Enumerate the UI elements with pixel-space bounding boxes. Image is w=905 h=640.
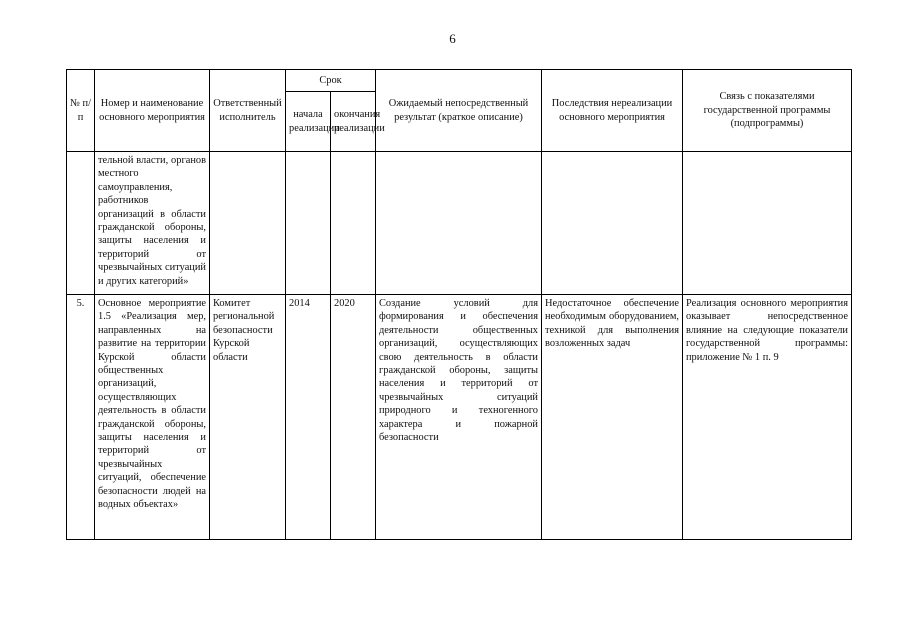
cell-name: Основное мероприятие 1.5 «Реализация мер, направленных на развитие на территории Курской области общественных организаций, осуществляющих деятельность в области гражданской обороны, защиты населения и территорий от чрезвычайных ситуаций, обеспечение безопасности людей на водных объектах» [95,295,210,540]
cell-start [286,152,331,295]
header-name: Номер и наименование основного мероприятия [95,70,210,152]
cell-num [67,152,95,295]
header-num: № п/п [67,70,95,152]
cell-end: 2020 [331,295,376,540]
header-term: Срок [286,70,376,92]
measures-table [66,69,852,540]
header-end: окончания реализации [331,92,376,152]
cell-result: Создание условий для формирования и обеспечения деятельности общественных организаций, осуществляющих свою деятельность в области гражданской обороны, защиты населения и территорий от чрезвычайных ситуаций природного и техногенного характера и пожарной безопасности [376,295,542,540]
cell-link [683,152,852,295]
cell-responsible [210,152,286,295]
cell-name: тельной власти, органов местного самоуправления, работников организаций в области гражданской обороны, защиты населения и территорий от чрезвычайных ситуаций и других категорий» [95,152,210,295]
cell-link: Реализация основного мероприятия оказывает непосредственное влияние на следующие показатели государственной программы: приложение № 1 п. 9 [683,295,852,540]
header-result: Ожидаемый непосредственный результат (краткое описание) [376,70,542,152]
header-start: начала реализации [286,92,331,152]
table-row [67,152,852,295]
cell-result [376,152,542,295]
header-consequences: Последствия нереализации основного мероприятия [542,70,683,152]
cell-num: 5. [67,295,95,540]
cell-start: 2014 [286,295,331,540]
cell-consequences [542,152,683,295]
table-row [67,295,852,540]
cell-end [331,152,376,295]
header-responsible: Ответственный исполнитель [210,70,286,152]
page-number: 6 [449,31,456,46]
cell-responsible: Комитет региональной безопасности Курской области [210,295,286,540]
header-link: Связь с показателями государственной программы (подпрограммы) [683,70,852,152]
cell-consequences: Недостаточное обеспечение необходимым оборудованием, техникой для выполнения возложенных задач [542,295,683,540]
